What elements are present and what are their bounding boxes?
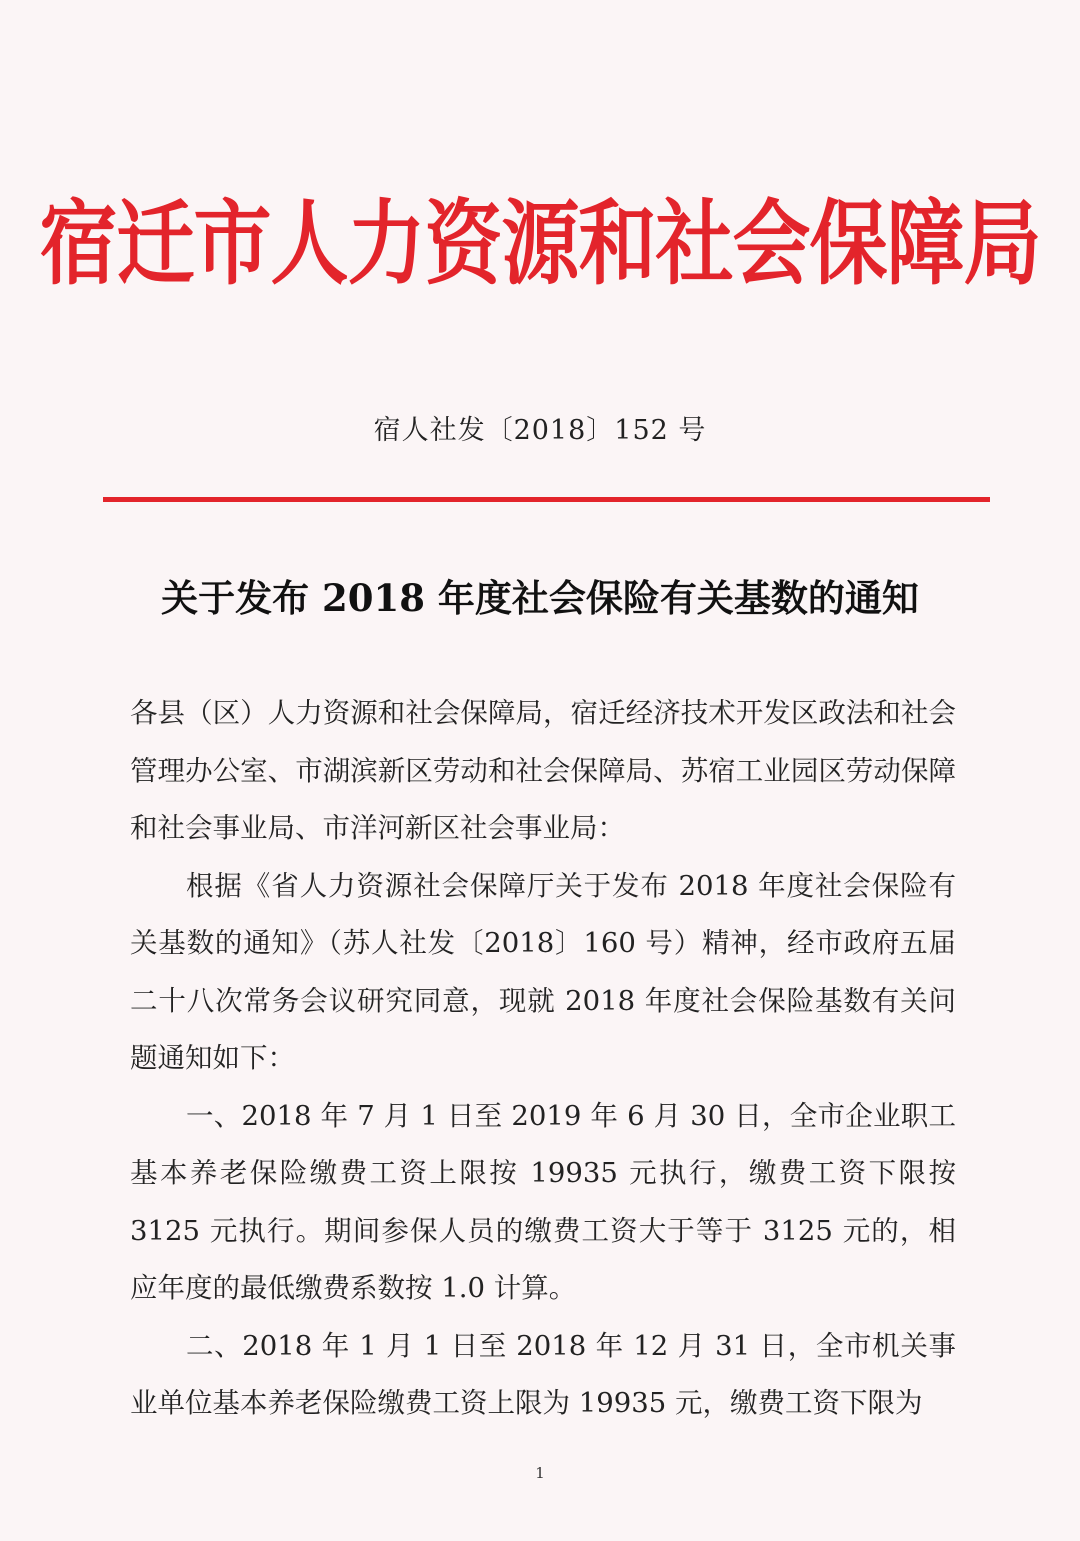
document-number: 宿人社发〔2018〕152 号 bbox=[373, 415, 707, 446]
paragraph-item-2: 二、2018 年 1 月 1 日至 2018 年 12 月 31 日，全市机关事业单位基本养老保险缴费工资上限为 19935 元，缴费工资下限为 bbox=[130, 1329, 956, 1419]
page-number: 1 bbox=[535, 1464, 545, 1482]
agency-header: 宿迁市人力资源和社会保障局 bbox=[39, 191, 1041, 299]
salutation: 各县（区）人力资源和社会保障局，宿迁经济技术开发区政法和社会管理办公室、市湖滨新区劳动和社会保障局、苏宿工业园区劳动保障和社会事业局、市洋河新区社会事业局： bbox=[130, 697, 956, 844]
document-title: 关于发布 2018 年度社会保险有关基数的通知 bbox=[161, 576, 919, 620]
paragraph-item-1: 一、2018 年 7 月 1 日至 2019 年 6 月 30 日，全市企业职工基本养老保险缴费工资上限按 19935 元执行，缴费工资下限按 3125 元执行。期间参保人员的缴费工资大于等于 3125 元的，相应年度的最低缴费系数按 1.0 计算。 bbox=[130, 1099, 956, 1304]
paragraph-intro: 根据《省人力资源社会保障厅关于发布 2018 年度社会保险有关基数的通知》（苏人社发〔2018〕160 号）精神，经市政府五届二十八次常务会议研究同意，现就 2018 年度社会保险基数有关问题通知如下： bbox=[130, 869, 956, 1074]
document-body bbox=[130, 685, 956, 1433]
red-divider-line bbox=[103, 497, 990, 502]
